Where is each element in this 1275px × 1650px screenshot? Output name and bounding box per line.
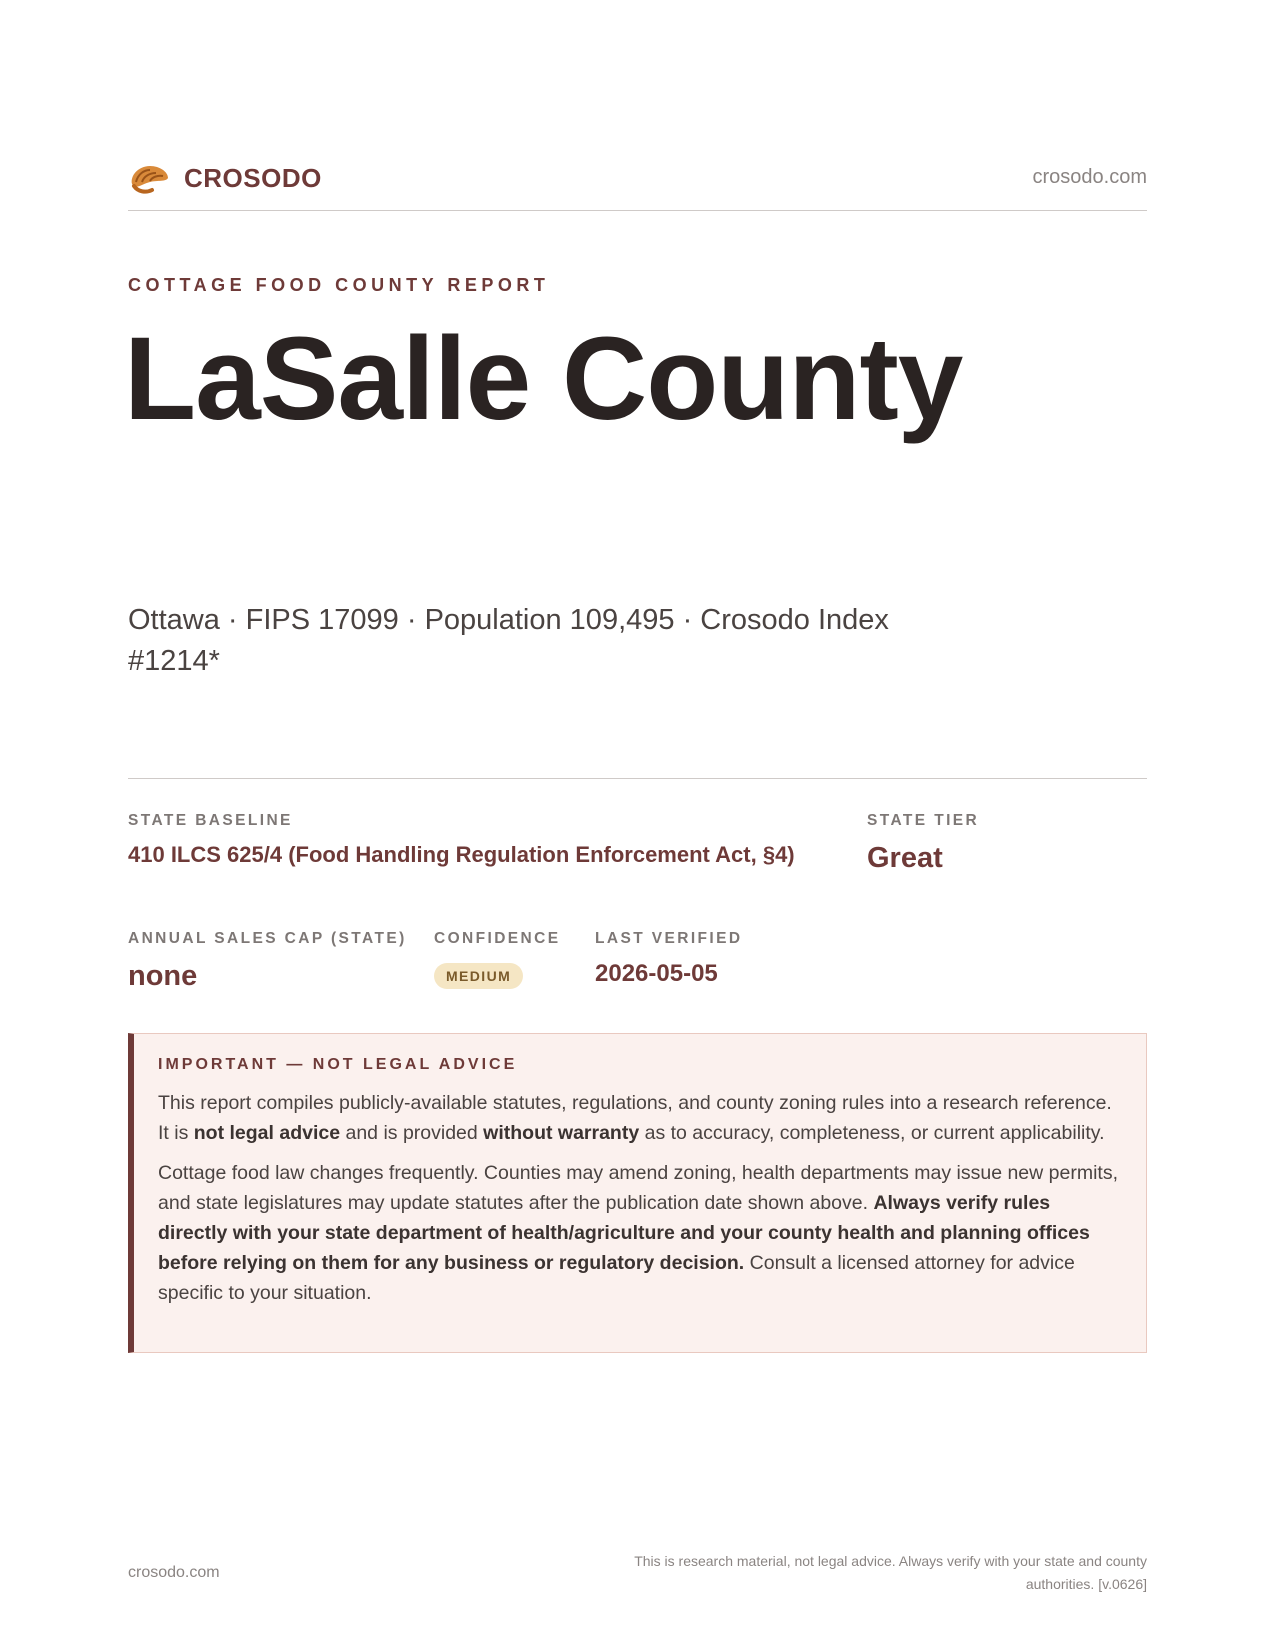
state-baseline-value: 410 ILCS 625/4 (Food Handling Regulation Enforcement Act, §4) bbox=[128, 842, 795, 867]
state-baseline-label: STATE BASELINE bbox=[128, 812, 293, 829]
legal-notice bbox=[128, 1033, 1147, 1353]
state-baseline bbox=[128, 812, 795, 868]
sales-cap bbox=[128, 930, 407, 993]
croissant-icon bbox=[128, 160, 170, 196]
notice-heading: IMPORTANT — NOT LEGAL ADVICE bbox=[158, 1056, 518, 1073]
state-tier-value: Great bbox=[867, 842, 943, 874]
state-tier-label: STATE TIER bbox=[867, 812, 980, 829]
report-page bbox=[124, 0, 1147, 1650]
last-verified bbox=[595, 930, 742, 988]
confidence-label: CONFIDENCE bbox=[434, 930, 561, 947]
confidence-badge: MEDIUM bbox=[434, 963, 523, 989]
footer-disclaimer: This is research material, not legal advice. Always verify with your state and county authorities. [v.0626] bbox=[634, 1553, 1147, 1592]
notice-paragraph-2: Cottage food law changes frequently. Counties may amend zoning, health departments may issue new permits, and state legislatures may update statutes after the publication date shown above. Always verify rules directly with your state department of health/agriculture and your county health and planning offices before relying on them for any business or regulatory decision. Consult a licensed attorney for advice specific to your situation. bbox=[158, 1162, 1118, 1304]
brand-name: CROSODO bbox=[184, 162, 322, 193]
confidence bbox=[434, 930, 560, 989]
section-divider bbox=[128, 778, 1147, 779]
county-summary: Ottawa · FIPS 17099 · Population 109,495 · Crosodo Index #1214* bbox=[128, 604, 889, 677]
state-tier bbox=[867, 812, 979, 875]
footer-site[interactable]: crosodo.com bbox=[128, 1564, 220, 1581]
sales-cap-label: ANNUAL SALES CAP (STATE) bbox=[128, 930, 407, 947]
brand[interactable] bbox=[128, 160, 322, 196]
last-verified-value: 2026-05-05 bbox=[595, 960, 718, 987]
last-verified-label: LAST VERIFIED bbox=[595, 930, 743, 947]
page-title: LaSalle County bbox=[124, 313, 963, 445]
report-eyebrow: COTTAGE FOOD COUNTY REPORT bbox=[128, 275, 550, 295]
page-header bbox=[128, 160, 1147, 211]
notice-paragraph-1: This report compiles publicly-available statutes, regulations, and county zoning rules into a research reference. It is not legal advice and is provided without warranty as to accuracy, completeness, or current applicability. bbox=[158, 1092, 1112, 1144]
sales-cap-value: none bbox=[128, 960, 198, 992]
site-link[interactable]: crosodo.com bbox=[1032, 166, 1147, 188]
